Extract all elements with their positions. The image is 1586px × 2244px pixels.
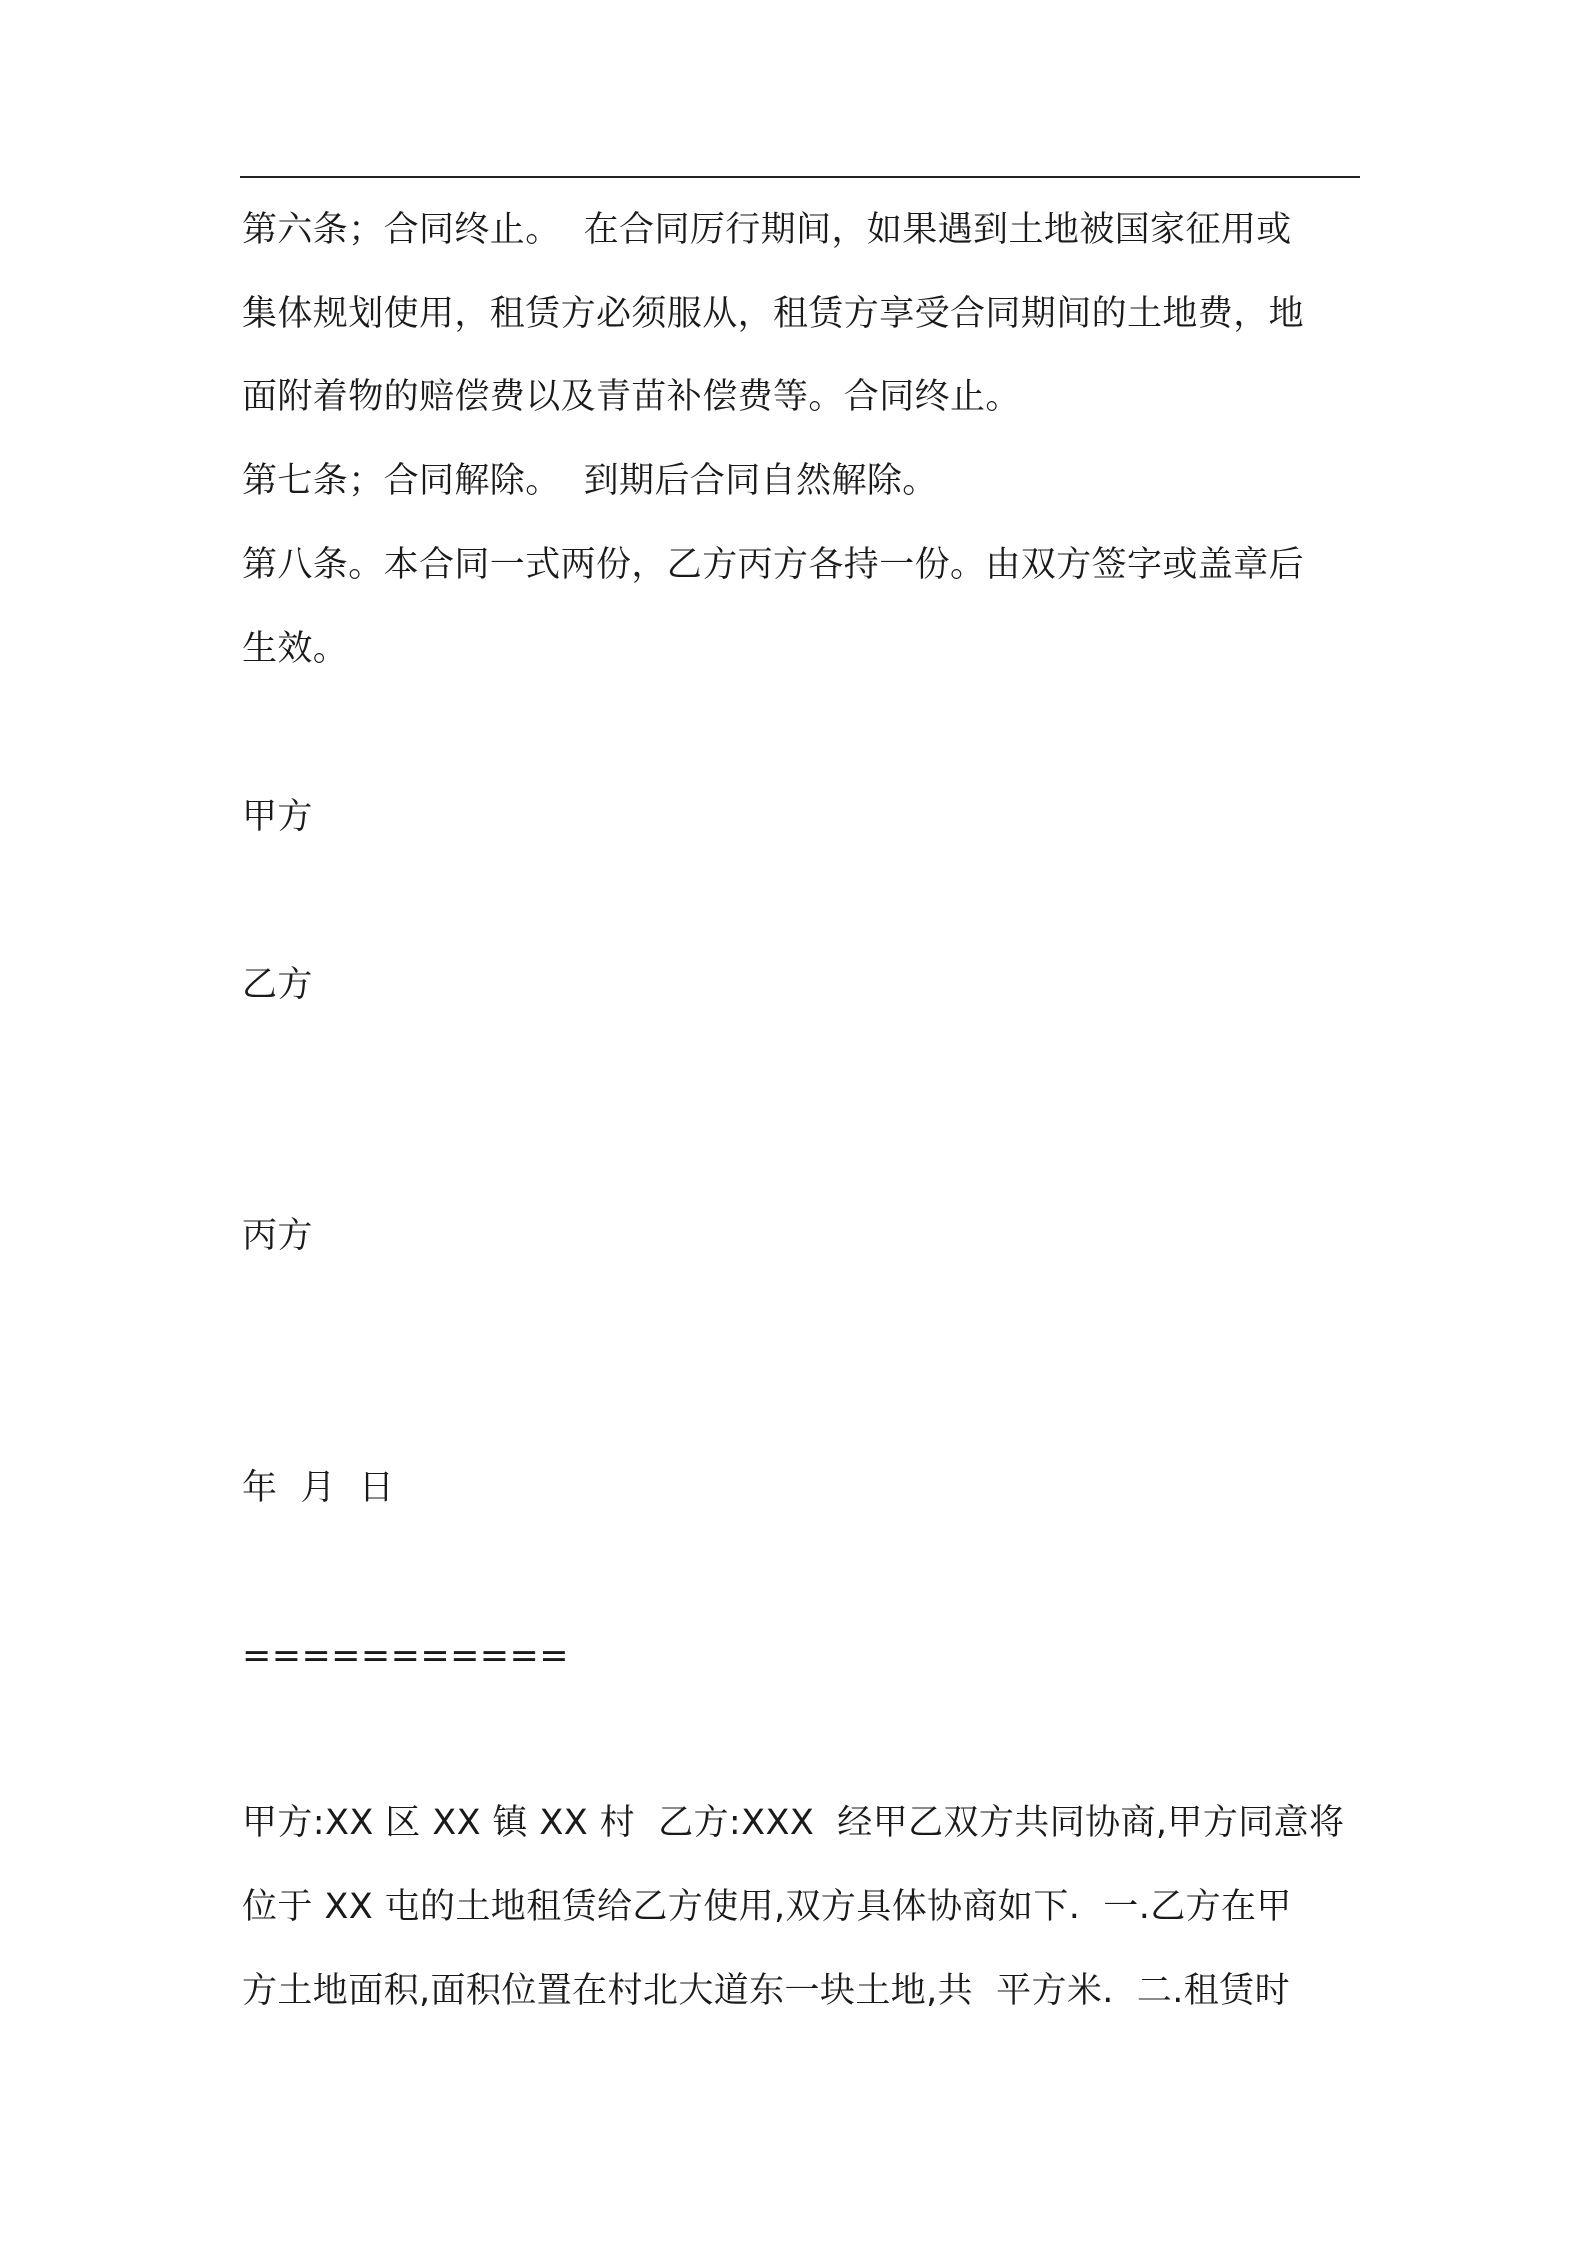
header-rule — [240, 176, 1360, 178]
article-6-line-3: 面附着物的赔偿费以及青苗补偿费等。合同终止。 — [242, 377, 1021, 417]
signature-date: 年 月 日 — [242, 1468, 395, 1508]
signature-party-c: 丙方 — [242, 1216, 313, 1256]
article-8-line-1: 第八条。本合同一式两份，乙方丙方各持一份。由双方签字或盖章后 — [242, 545, 1305, 585]
section-divider: =========== — [242, 1636, 569, 1676]
second-contract-line-1: 甲方:XX 区 XX 镇 XX 村 乙方:XXX 经甲乙双方共同协商,甲方同意将 — [242, 1803, 1345, 1843]
article-7: 第七条；合同解除。 到期后合同自然解除。 — [242, 461, 938, 501]
signature-party-b: 乙方 — [242, 965, 313, 1005]
article-6-line-1: 第六条；合同终止。 在合同厉行期间，如果遇到土地被国家征用或 — [242, 210, 1292, 250]
second-contract-line-3: 方土地面积,面积位置在村北大道东一块土地,共 平方米. 二.租赁时 — [242, 1971, 1291, 2011]
article-8-line-2: 生效。 — [242, 629, 349, 669]
signature-party-a: 甲方 — [242, 797, 313, 837]
article-6-line-2: 集体规划使用，租赁方必须服从，租赁方享受合同期间的土地费，地 — [242, 294, 1305, 334]
second-contract-line-2: 位于 XX 屯的土地租赁给乙方使用,双方具体协商如下. 一.乙方在甲 — [242, 1887, 1292, 1927]
